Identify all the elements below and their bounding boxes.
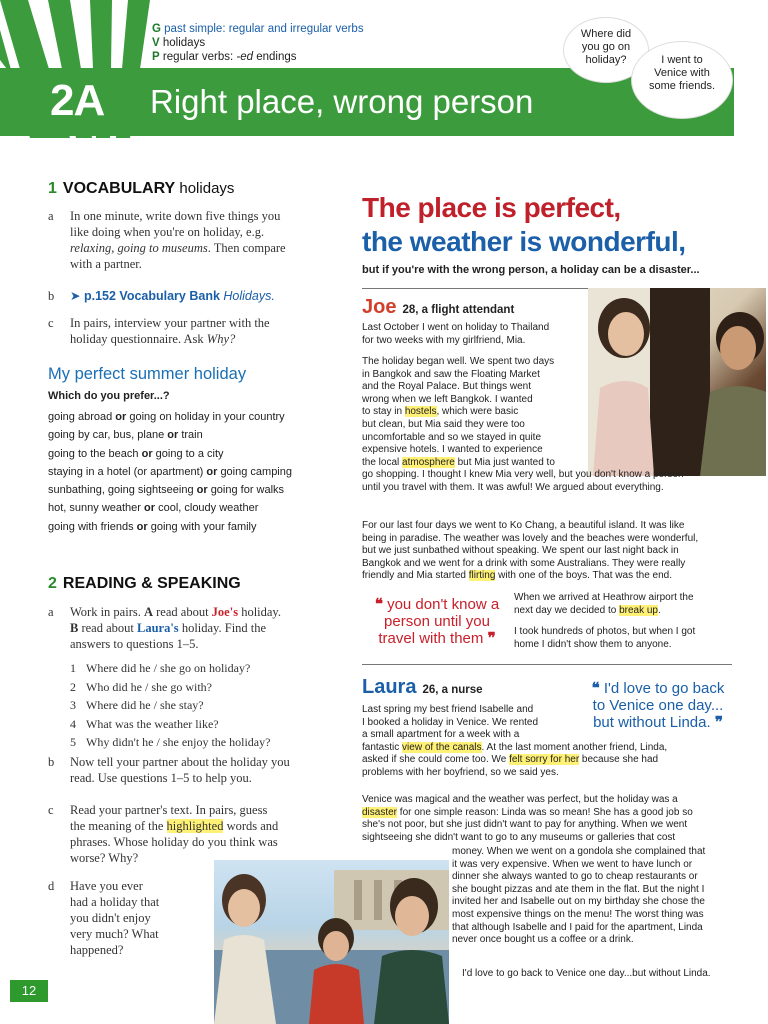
option-a: hot, sunny weather [48, 502, 141, 515]
task-text: you didn't enjoy [70, 911, 151, 925]
unit-title: Right place, wrong person [150, 83, 534, 120]
highlighted-word: atmosphere [402, 456, 455, 468]
joe-ref: Joe's [211, 605, 239, 619]
question-number: 2 [70, 679, 76, 694]
task-text: holiday. Find the [178, 621, 267, 635]
text-line: go shopping. I thought I knew Mia very well, but you don't know a person [362, 469, 684, 481]
laura-paragraph-1 [362, 704, 732, 780]
or-word: or [196, 484, 208, 497]
text-line: Venice was magical and the weather was perfect, but the holiday was a [362, 794, 678, 805]
option-b: train [181, 429, 203, 442]
questionnaire-item [48, 408, 338, 426]
question-item [70, 678, 330, 697]
reading-task-c [48, 802, 338, 866]
task-text: phrases. Whose holiday do you think was [70, 835, 278, 849]
question-item [70, 659, 330, 678]
text-line [362, 807, 732, 820]
p-label: P [152, 51, 160, 63]
reading-heading [48, 575, 241, 593]
vocab-bank-link[interactable]: p.152 Vocabulary Bank [83, 289, 220, 303]
text-line [514, 605, 734, 618]
bubble-line: Where did [580, 28, 632, 40]
task-letter: c [48, 316, 54, 330]
text-line [362, 570, 732, 583]
text-line: and the Royal Palace. But things went [362, 381, 531, 393]
text-line: most expensive things on the menu! The worst thing was [452, 908, 704, 920]
task-text-em: Why? [206, 332, 236, 346]
task-text: Now tell your partner about the holiday you [70, 755, 290, 769]
question-text: Who did he / she go with? [86, 679, 212, 694]
text-line: she bought pizzas and ate them in the flat. But the night I [452, 883, 705, 895]
task-letter: d [48, 879, 55, 893]
task-text: the meaning of the [70, 819, 167, 833]
or-word: or [141, 447, 153, 460]
text-line: problems with her boyfriend, so we said yes. [362, 766, 559, 778]
task-text: In pairs, interview your partner with the [70, 316, 270, 330]
highlighted-word: disaster [362, 806, 398, 818]
text-line: never once bought us a coffee or a drink. [452, 934, 634, 946]
questionnaire-item [48, 426, 338, 444]
question-text: Why didn't he / she enjoy the holiday? [86, 735, 271, 749]
or-word: or [167, 429, 179, 442]
page-number: 12 [10, 980, 48, 1002]
text-line: Last October I went on holiday to Thailand [362, 322, 550, 333]
text-line: expensive hotels. I wanted to experience [362, 444, 543, 456]
highlighted-word: felt sorry for her [509, 754, 580, 766]
or-word: or [206, 465, 218, 478]
laura-name: Laura [362, 676, 417, 698]
question-number: 4 [70, 716, 76, 731]
laura-paragraph-2-continued [452, 846, 737, 947]
question-text: What was the weather like? [86, 716, 219, 731]
text-line: she's not poor, but she just didn't want to pay for anything. When we went [362, 819, 688, 831]
question-number: 3 [70, 698, 76, 712]
questionnaire-title: My perfect summer holiday [48, 365, 247, 383]
option-a: going by car, bus, plane [48, 429, 165, 442]
joe-paragraph-2 [362, 356, 732, 495]
questionnaire-item [48, 518, 338, 536]
vocab-task-c [48, 315, 338, 347]
text: because she had [579, 754, 659, 766]
arrow-icon: ➤ [70, 289, 81, 303]
close-quote-icon: ❞ [487, 630, 496, 647]
task-text: In one minute, write down five things you [70, 209, 281, 223]
question-text: Where did he / she go on holiday? [86, 661, 251, 675]
pron-text: regular verbs: [162, 51, 237, 63]
question-item [70, 696, 330, 715]
text-line: When we arrived at Heathrow airport the [514, 592, 694, 603]
questionnaire-item [48, 445, 338, 463]
option-a: going to the beach [48, 447, 139, 460]
joe-paragraph-4 [514, 592, 734, 617]
quote-line: to Venice one day... [592, 697, 724, 714]
question-number: 5 [70, 735, 76, 749]
student-a: A [143, 605, 154, 619]
text: asked if she could come too. We [362, 754, 510, 766]
task-text: words and [223, 819, 279, 833]
laura-paragraph-2 [362, 794, 732, 844]
section-number: 1 [48, 180, 57, 197]
text: , which were basic [436, 406, 519, 418]
divider [362, 664, 732, 665]
text-line: in Bangkok and saw the Floating Market [362, 368, 540, 380]
article-subhead: but if you're with the wrong person, a holiday can be a disaster... [362, 264, 700, 276]
joe-heading [362, 296, 514, 319]
close-quote-icon: ❞ [714, 714, 723, 731]
text-line: wrong when we left Bangkok. I wanted [362, 393, 533, 405]
vocab-task-b[interactable] [48, 288, 338, 304]
option-a: sunbathing, going sightseeing [48, 484, 194, 497]
vocab-bank-topic: Holidays. [223, 289, 275, 303]
text-line: a small apartment for a week with a [362, 729, 520, 741]
text-line: it was very expensive. When we went to have lunch or [452, 858, 693, 870]
open-quote-icon: ❝ [374, 596, 383, 613]
task-text: . Then compare [207, 241, 286, 255]
quote-line [362, 630, 512, 647]
task-letter: a [48, 209, 54, 223]
question-number: 1 [70, 661, 76, 675]
text-line [362, 457, 732, 470]
bubble-line: some friends. [648, 80, 716, 92]
text-line: I took hundreds of photos, but when I got [514, 626, 696, 637]
text: fantastic [362, 741, 403, 753]
joe-paragraph-3 [362, 520, 732, 583]
speech-bubble-answer [632, 42, 732, 118]
text-line: but clean, but Mia said they were too [362, 418, 525, 430]
text-line: money. When we went on a gondola she complained that [452, 846, 706, 857]
quote-line: person until you [384, 613, 490, 630]
text-line: uncomfortable and so we stayed in quite [362, 431, 541, 443]
task-text: holiday questionnaire. Ask [70, 332, 207, 346]
task-text: Have you ever [70, 879, 143, 893]
text-line: until you travel with them. It was awful! We argued about everything. [362, 481, 664, 493]
task-letter: a [48, 605, 54, 619]
task-text: read about [153, 605, 212, 619]
text-line: I'd love to go back to Venice one day...but without Linda. [462, 968, 711, 979]
text-line [362, 406, 732, 419]
venice-friends-photo [214, 860, 449, 1024]
task-text: read. Use questions 1–5 to help you. [70, 771, 252, 785]
grammar-vocab-pron-box [152, 22, 364, 64]
task-text: had a holiday that [70, 895, 160, 909]
questionnaire-item [48, 499, 338, 517]
text-line: home I didn't show them to anyone. [514, 638, 672, 650]
question-item [70, 733, 330, 752]
task-text: very much? What [70, 927, 159, 941]
highlighted-word: break up [619, 604, 658, 616]
text: to stay in [362, 406, 405, 418]
text-line: I booked a holiday in Venice. We rented [362, 716, 539, 728]
option-a: going with friends [48, 520, 134, 533]
section-title: READING & SPEAKING [62, 575, 241, 592]
or-word: or [136, 520, 148, 533]
text: . [658, 604, 661, 616]
text-line: being in paradise. The weather was lovely and the beaches were wonderful, [362, 532, 699, 544]
option-b: going camping [220, 465, 292, 478]
laura-ref: Laura's [137, 621, 179, 635]
question-text: Where did he / she stay? [86, 698, 204, 712]
joe-paragraph-1 [362, 322, 587, 347]
option-b: going with your family [150, 520, 257, 533]
g-label: G [152, 23, 161, 35]
task-letter: b [48, 755, 55, 769]
vocab-task-a [48, 208, 338, 272]
text: but Mia just wanted to [454, 456, 555, 468]
text: . At the last moment another friend, Linda, [481, 741, 668, 753]
pron-text-end: endings [253, 51, 297, 63]
bubble-line: you go on [581, 41, 631, 53]
quote-text: but without Linda. [593, 714, 711, 731]
joe-name: Joe [362, 296, 397, 318]
task-text: read about [78, 621, 137, 635]
joe-pull-quote [362, 596, 512, 647]
bubble-line: I went to [661, 54, 703, 66]
bubble-line: holiday? [585, 54, 627, 66]
task-example: relaxing, going to museums [70, 241, 208, 255]
highlighted-word: highlighted [166, 819, 224, 833]
task-text: answers to questions 1–5. [70, 637, 199, 651]
quote-line [362, 596, 512, 613]
option-b: going on holiday in your country [129, 411, 285, 423]
option-a: going abroad [48, 411, 113, 423]
joe-paragraph-5 [514, 626, 734, 651]
quote-text: I'd love to go back [603, 680, 725, 697]
questionnaire-prompt: Which do you prefer...? [48, 390, 170, 402]
questionnaire-list [48, 408, 338, 536]
student-b: B [70, 621, 79, 635]
reading-task-b [48, 754, 338, 786]
grammar-text: past simple: regular and irregular verbs [164, 23, 364, 35]
task-letter: c [48, 803, 54, 817]
text-line [362, 742, 732, 755]
option-a: staying in a hotel (or apartment) [48, 465, 204, 478]
vocab-text: holidays [162, 37, 206, 49]
v-label: V [152, 37, 160, 49]
bubble-line: Venice with [654, 67, 710, 79]
text: friendly and Mia started [362, 570, 469, 582]
task-text: Read your partner's text. In pairs, guess [70, 803, 268, 817]
text-line: Last spring my best friend Isabelle and [362, 704, 534, 715]
text-line: for two weeks with my girlfriend, Mia. [362, 334, 526, 346]
reading-task-a [48, 604, 338, 652]
task-text: with a partner. [70, 257, 142, 271]
section-number: 2 [48, 575, 57, 592]
text-line [362, 754, 732, 767]
quote-line [578, 680, 738, 697]
highlighted-word: flirting [468, 570, 496, 582]
photo-illustration [214, 860, 449, 1024]
text-line: but we just sunbathed without speaking. We spent our last night back in [362, 545, 679, 557]
article-headline-2: the weather is wonderful, [362, 226, 686, 257]
highlighted-word: hostels [404, 406, 437, 418]
vocabulary-heading [48, 180, 234, 198]
task-text: holiday. [238, 605, 281, 619]
text: for one simple reason: Linda was so mean! She has a good job so [397, 806, 693, 818]
text-line: that although Isabelle and I paid for the apartment, Linda [452, 921, 703, 933]
or-word: or [144, 502, 156, 515]
reading-task-d [48, 878, 218, 958]
text: next day we decided to [514, 604, 620, 616]
text-line: The holiday began well. We spent two days [362, 356, 555, 367]
text-line: sightseeing she didn't want to go to any museums or galleries that cost [362, 831, 676, 843]
task-letter: b [48, 289, 55, 303]
questionnaire-item [48, 481, 338, 499]
question-item [70, 715, 330, 734]
text: the local [362, 456, 403, 468]
question-list [70, 659, 330, 752]
text: with one of the boys. That was the end. [495, 570, 672, 582]
option-b: going to a city [155, 447, 224, 460]
section-title: VOCABULARY [62, 180, 175, 197]
task-text: Work in pairs. [70, 605, 144, 619]
laura-paragraph-3 [462, 968, 742, 981]
quote-text: travel with them [378, 630, 484, 647]
or-word: or [115, 411, 127, 423]
open-quote-icon: ❝ [591, 680, 600, 697]
text-line: invited her and Isabelle out on my birthday she chose the [452, 896, 705, 908]
option-b: going for walks [210, 484, 285, 497]
task-text: happened? [70, 943, 124, 957]
questionnaire-item [48, 463, 338, 481]
pron-text-em: -ed [236, 51, 254, 63]
laura-desc: 26, a nurse [422, 684, 483, 696]
quote-text: you don't know a [387, 596, 500, 613]
text-line: dinner she always wanted to go to cheap restaurants or [452, 871, 698, 883]
joe-desc: 28, a flight attendant [402, 304, 515, 316]
text-line: For our last four days we went to Ko Chang, a beautiful island. It was like [362, 520, 685, 531]
task-text: like doing when you're on holiday, e.g. [70, 225, 265, 239]
text-line: Bangkok and we went for a drink with some Australians. They were really [362, 557, 686, 569]
task-text: worse? Why? [70, 851, 139, 865]
section-subtitle: holidays [179, 180, 235, 197]
unit-code: 2A [50, 76, 105, 125]
laura-heading [362, 676, 483, 699]
highlighted-word: view of the canals [402, 741, 482, 753]
article-headline-1: The place is perfect, [362, 192, 621, 223]
option-b: cool, cloudy weather [158, 502, 259, 515]
